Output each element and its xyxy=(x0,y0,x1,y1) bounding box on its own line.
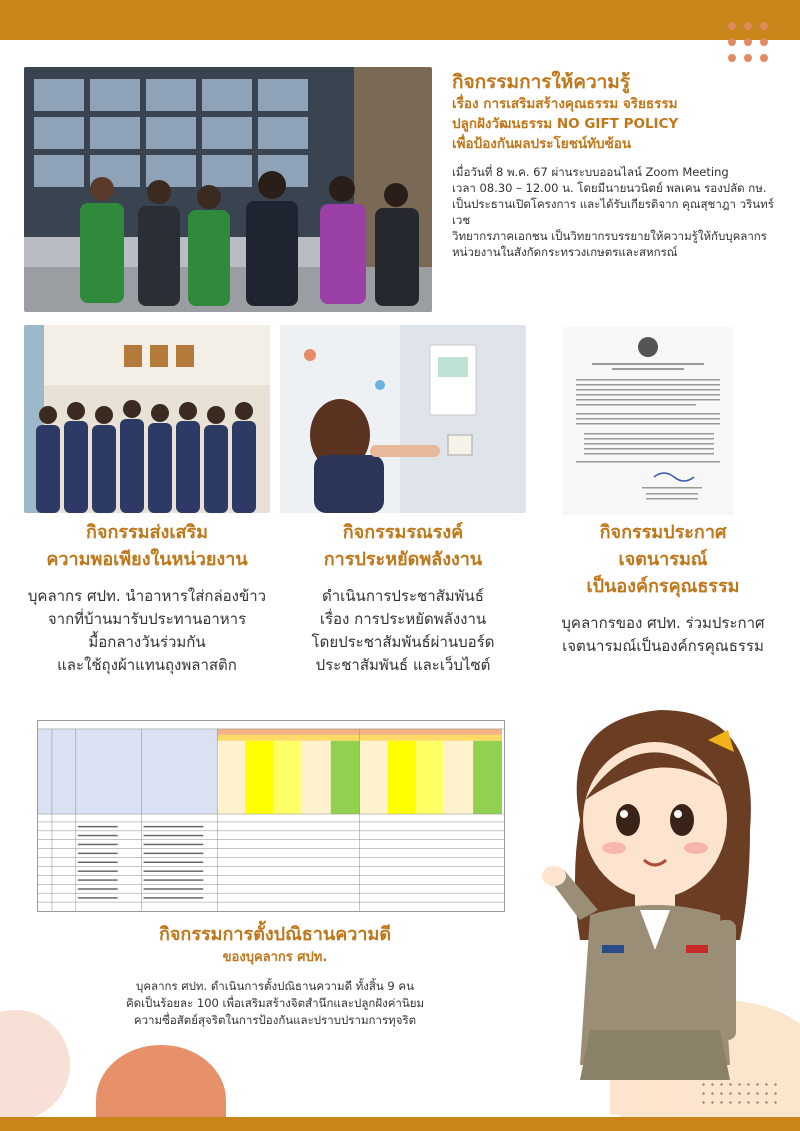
description-line: จากที่บ้านมารับประทานอาหาร xyxy=(47,610,247,628)
activity-title-line: เจตนารมณ์ xyxy=(618,549,708,570)
main-activity-text xyxy=(452,70,782,260)
main-activity-subtitle-line: เพื่อป้องกันผลประโยชน์ทับซ้อน xyxy=(452,136,632,152)
description-line: เจตนารมณ์เป็นองค์กรคุณธรรม xyxy=(562,637,764,655)
zoom-meeting-photo xyxy=(24,67,432,312)
main-activity-subtitle-line: ปลูกฝังวัฒนธรรม NO GIFT POLICY xyxy=(452,116,679,132)
activity-description xyxy=(536,612,790,658)
description-line: คิดเป็นร้อยละ 100 เพื่อเสริมสร้างจิตสำนึกและปลูกฝังค่านิยม xyxy=(125,996,425,1010)
body-line: เป็นประธานเปิดโครงการ และได้รับเกียรติจาก คุณสุชาฎา วรินทร์เวช xyxy=(452,197,774,227)
activity-title-line: ความพอเพียงในหน่วยงาน xyxy=(46,549,248,570)
main-activity-title: กิจกรรมการให้ความรู้ xyxy=(452,71,631,93)
sufficiency-group-photo xyxy=(24,325,270,513)
merit-description xyxy=(30,978,520,1029)
activity-title-line: การประหยัดพลังงาน xyxy=(323,549,483,570)
main-activity-subtitle-line: เรื่อง การเสริมสร้างคุณธรรม จริยธรรม xyxy=(452,96,678,112)
description-line: บุคลากร ศปท. ดำเนินการตั้งปณิธานความดี ทั้งสิ้น 9 คน xyxy=(136,979,414,993)
body-line: เมื่อวันที่ 8 พ.ค. 67 ผ่านระบบออนไลน์ Zoom Meeting xyxy=(452,165,729,179)
merit-spreadsheet-image xyxy=(37,720,505,912)
description-line: เรื่อง การประหยัดพลังงาน xyxy=(319,610,487,628)
energy-saving-photo xyxy=(280,325,526,513)
activity-title-line: กิจกรรมรณรงค์ xyxy=(342,522,464,543)
activity-description xyxy=(272,585,534,677)
header-bar xyxy=(0,0,800,40)
main-activity-body xyxy=(452,164,782,260)
activity-description xyxy=(14,585,280,677)
merit-activity xyxy=(30,922,520,1029)
description-line: ประชาสัมพันธ์ และเว็บไซต์ xyxy=(315,656,491,674)
activity-title-line: กิจกรรมประกาศ xyxy=(599,522,727,543)
description-line: บุคลากรของ ศปท. ร่วมประกาศ xyxy=(561,614,765,632)
body-line: เวลา 08.30 – 12.00 น. โดยมีนายนวนิตย์ พลเคน รองปลัด กษ. xyxy=(452,181,767,195)
decorative-dots xyxy=(728,22,772,62)
body-line: วิทยากรภาคเอกชน เป็นวิทยากรบรรยายให้ความรู้ให้กับบุคลากร xyxy=(452,229,767,243)
description-line: ความซื่อสัตย์สุจริตในการป้องกันและปราบปรามการทุจริต xyxy=(133,1013,417,1027)
activity-energy-saving xyxy=(272,519,534,677)
description-line: โดยประชาสัมพันธ์ผ่านบอร์ด xyxy=(311,633,495,651)
announcement-document-photo xyxy=(562,327,734,515)
cartoon-officer-illustration xyxy=(540,700,770,1120)
body-line: หน่วยงานในสังกัดกระทรวงเกษตรและสหกรณ์ xyxy=(452,245,678,259)
description-line: และใช้ถุงผ้าแทนถุงพลาสติก xyxy=(57,656,237,674)
activity-integrity-announcement xyxy=(536,519,790,658)
description-line: บุคลากร ศปท. นำอาหารใส่กล่องข้าว xyxy=(27,587,267,605)
activity-title-line: เป็นองค์กรคุณธรรม xyxy=(586,576,740,597)
merit-title: กิจกรรมการตั้งปณิธานความดี xyxy=(158,924,392,945)
activity-sufficiency xyxy=(14,519,280,677)
merit-subtitle: ของบุคลากร ศปท. xyxy=(222,950,328,965)
description-line: ดำเนินการประชาสัมพันธ์ xyxy=(322,587,484,605)
activity-title-line: กิจกรรมส่งเสริม xyxy=(86,522,208,543)
description-line: มื้อกลางวันร่วมกัน xyxy=(88,633,206,651)
